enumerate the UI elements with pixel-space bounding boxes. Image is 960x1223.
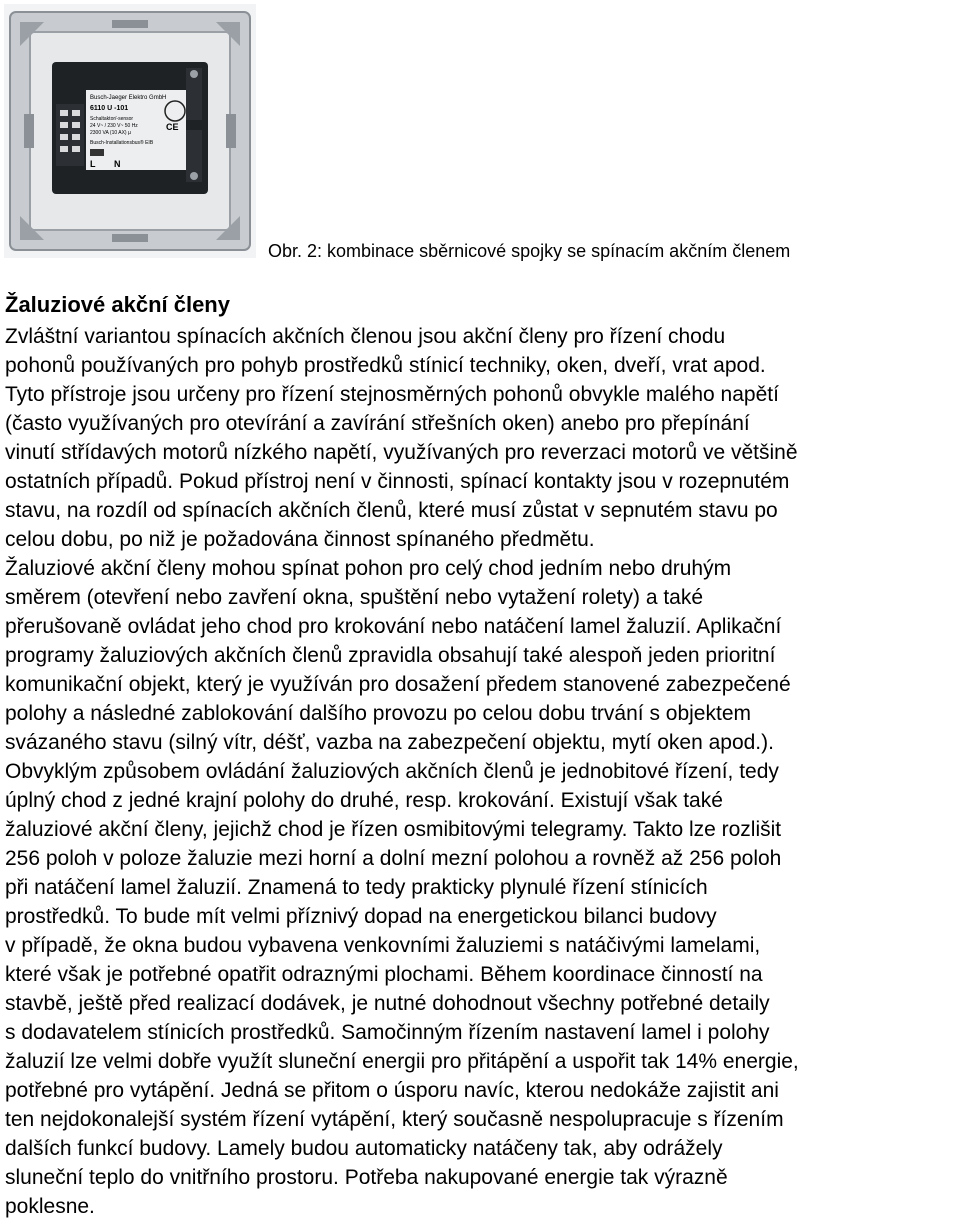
body-line: žaluzií lze velmi dobře využít sluneční energii pro přitápění a uspořit tak 14% energie, <box>5 1050 799 1073</box>
body-line: dalších funkcí budovy. Lamely budou automaticky natáčeny tak, aby odrážely <box>5 1137 723 1160</box>
body-line: sluneční teplo do vnitřního prostoru. Potřeba nakupované energie tak výrazně <box>5 1166 728 1189</box>
body-line: prostředků. To bude mít velmi příznivý dopad na energetickou bilanci budovy <box>5 905 717 928</box>
body-line: žaluziové akční členy, jejichž chod je řízen osmibitovými telegramy. Takto lze rozlišit <box>5 818 782 841</box>
body-line: stavu, na rozdíl od spínacích akčních členů, které musí zůstat v sepnutém stavu po <box>5 499 778 522</box>
model-label: 6110 U -101 <box>90 105 129 112</box>
body-line: v případě, že okna budou vybavena venkovními žaluziemi s natáčivými lamelami, <box>5 934 761 957</box>
article-body <box>5 322 960 1221</box>
rating-label-1: 24 V~ / 230 V~ 50 Hz <box>90 123 138 129</box>
body-line: polohy a následné zablokování dalšího provozu po celou dobu trvání s objektem <box>5 702 751 725</box>
figure-caption: Obr. 2: kombinace sběrnicové spojky se spínacím akčním členem <box>268 241 791 261</box>
body-line: komunikační objekt, který je využíván pro dosažení předem stanovené zabezpečené <box>5 673 791 696</box>
device-photo <box>4 4 256 258</box>
ce-mark: CE <box>166 122 179 132</box>
body-line: při natáčení lamel žaluzií. Znamená to tedy prakticky plynulé řízení stínicích <box>5 876 708 899</box>
rating-label-2: 2300 VA (10 AX) µ <box>90 130 131 136</box>
body-line: Žaluziové akční členy mohou spínat pohon pro celý chod jedním nebo druhým <box>5 557 732 580</box>
body-line: přerušovaně ovládat jeho chod pro krokování nebo natáčení lamel žaluzií. Aplikační <box>5 615 782 638</box>
bus-label: Busch-Installationsbus® EIB <box>90 140 154 146</box>
body-line: potřebné pro vytápění. Jedná se přitom o úsporu navíc, kterou nedokáže zajistit ani <box>5 1079 779 1102</box>
maker-label: Busch-Jaeger Elektro GmbH <box>90 95 167 101</box>
body-line: ten nejdokonalejší systém řízení vytápění, který současně nespolupracuje s řízením <box>5 1108 784 1131</box>
body-line: vinutí střídavých motorů nízkého napětí, využívaných pro reverzaci motorů ve většině <box>5 441 798 464</box>
terminal-l: L <box>90 159 96 169</box>
body-line: celou dobu, po niž je požadována činnost spínaného předmětu. <box>5 528 595 551</box>
body-line: směrem (otevření nebo zavření okna, spuštění nebo vytažení rolety) a také <box>5 586 704 609</box>
terminal-n: N <box>114 159 121 169</box>
body-line: svázaného stavu (silný vítr, déšť, vazba na zabezpečení objektu, mytí oken apod.). <box>5 731 774 754</box>
body-line: (často využívaných pro otevírání a zavírání střešních oken) anebo pro přepínání <box>5 412 750 435</box>
body-line: Tyto přístroje jsou určeny pro řízení stejnosměrných pohonů obvykle malého napětí <box>5 383 779 406</box>
body-line: úplný chod z jedné krajní polohy do druhé, resp. krokování. Existují však také <box>5 789 723 812</box>
body-line: Zvláštní variantou spínacích akčních členou jsou akční členy pro řízení chodu <box>5 325 726 348</box>
body-line: ostatních případů. Pokud přístroj není v činnosti, spínací kontakty jsou v rozepnutém <box>5 470 790 493</box>
body-line: programy žaluziových akčních členů zpravidla obsahují také alespoň jeden prioritní <box>5 644 776 667</box>
body-line: pohonů používaných pro pohyb prostředků stínicí techniky, oken, dveří, vrat apod. <box>5 354 766 377</box>
body-line: Obvyklým způsobem ovládání žaluziových akčních členů je jednobitové řízení, tedy <box>5 760 779 783</box>
body-line: které však je potřebné opatřit odraznými plochami. Během koordinace činností na <box>5 963 763 986</box>
body-line: 256 poloh v poloze žaluzie mezi horní a dolní mezní polohou a rovněž až 256 poloh <box>5 847 782 870</box>
body-line: stavbě, ještě před realizací dodávek, je nutné dohodnout všechny potřebné detaily <box>5 992 770 1015</box>
body-line: s dodavatelem stínicích prostředků. Samočinným řízením nastavení lamel i polohy <box>5 1021 770 1044</box>
body-line: poklesne. <box>5 1195 95 1218</box>
type-label: Schaltaktor/-sensor <box>90 116 134 122</box>
device-illustration <box>4 4 256 258</box>
section-heading: Žaluziové akční členy <box>5 292 230 317</box>
